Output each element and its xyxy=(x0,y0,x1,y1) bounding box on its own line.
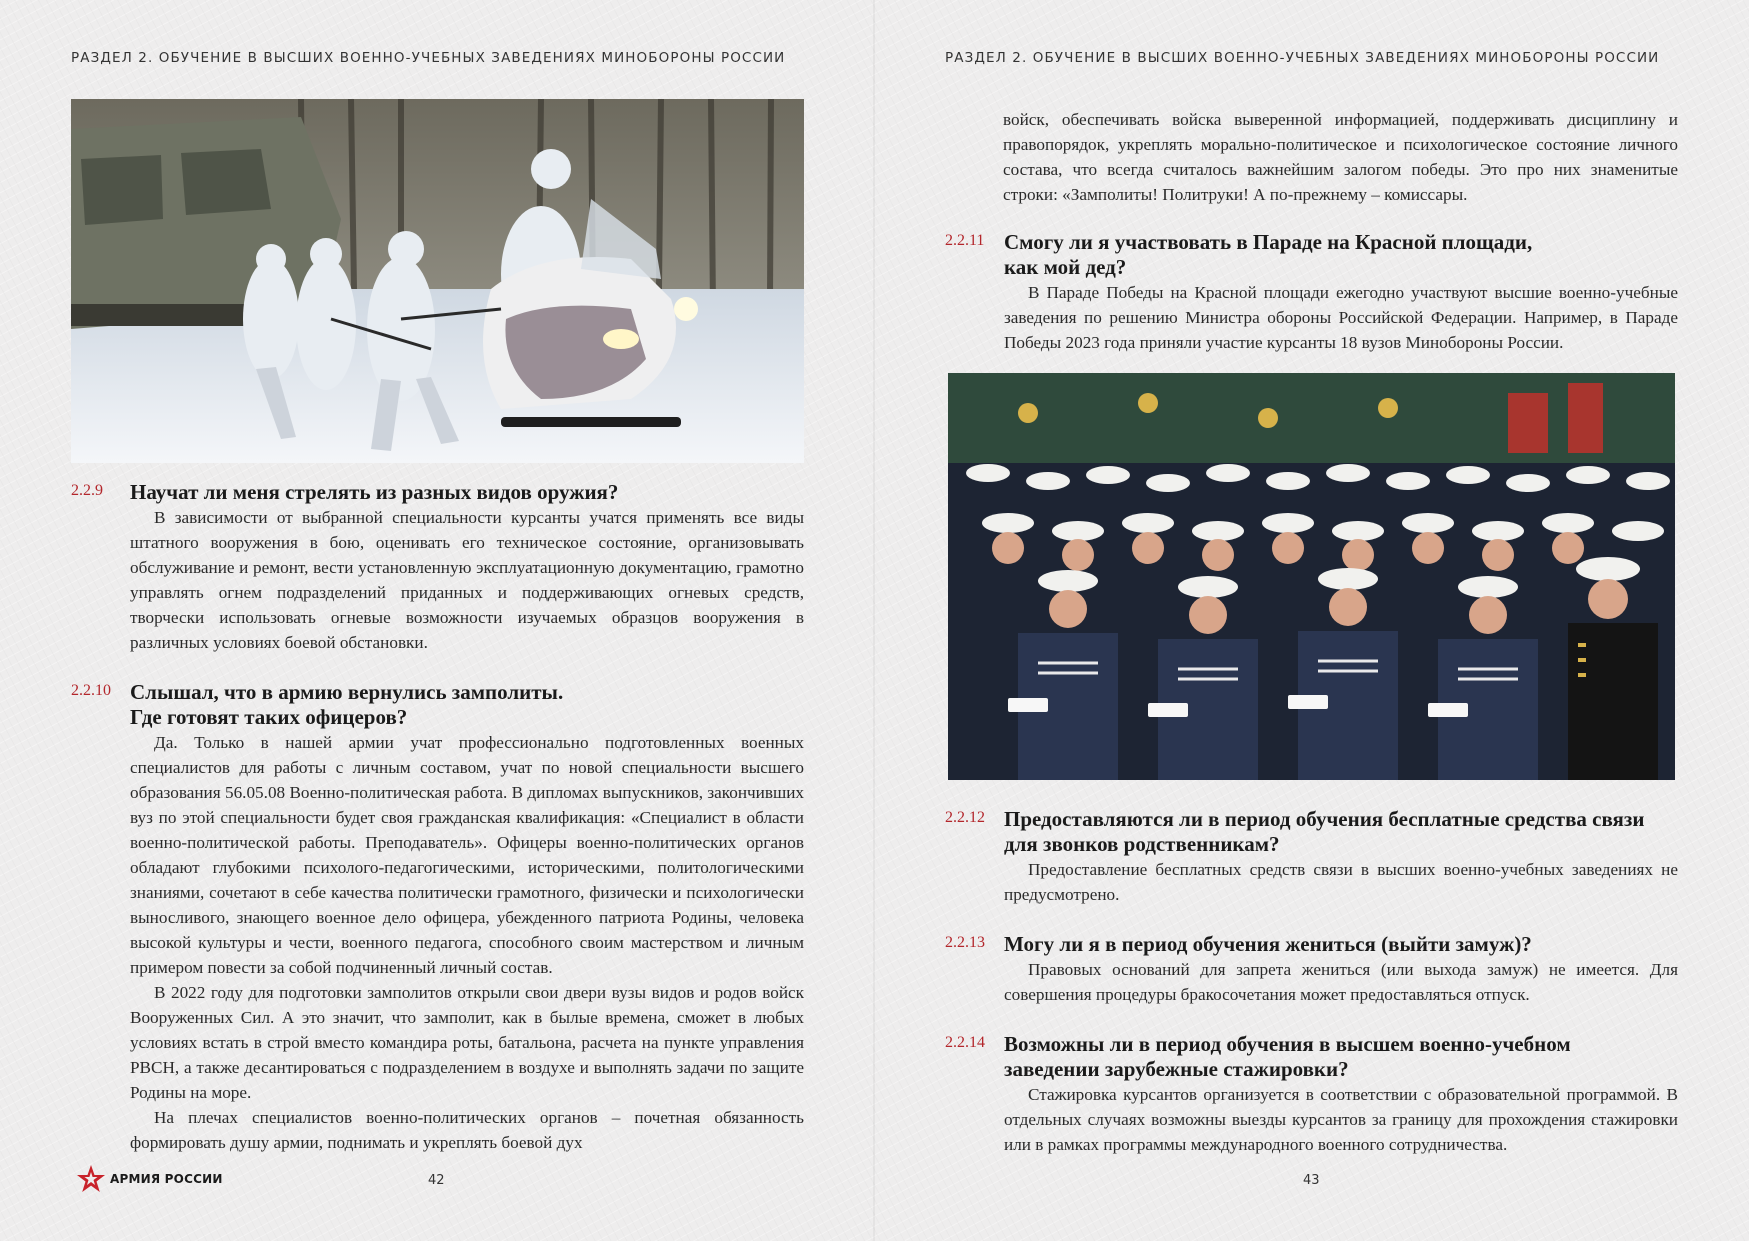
logo-army-russia xyxy=(76,1164,223,1194)
paragraph: Предоставление бесплатных средств связи в высших военно-учебных заведениях не предусмотрено. xyxy=(1004,860,1678,904)
section-number: 2.2.10 xyxy=(71,682,111,699)
paragraph: В зависимости от выбранной специальности курсанты учатся применять все виды штатного вооружения в бою, оценивать его техническое состояние, организовывать обслуживание и ремонт, вести установленную эксплуатационную документацию, грамотно управлять огнем подразделений приданных и поддерживающих огневых средств, творчески использовать огневые возможности изучаемых образцов вооружения в различных условиях боевой обстановки. xyxy=(130,508,804,652)
section-2-2-13 xyxy=(945,932,1678,1007)
section-2-2-11 xyxy=(945,230,1678,355)
paragraph: войск, обеспечивать войска выверенной информацией, поддерживать дисциплину и правопорядок, укреплять морально-политическое и психологическое состояние личного состава, что всегда считалось важнейшим залогом победы. Это про них знаменитые строки: «Замполиты! Политруки! А по-прежнему – комиссары. xyxy=(1003,110,1678,204)
running-head: РАЗДЕЛ 2. ОБУЧЕНИЕ В ВЫСШИХ ВОЕННО-УЧЕБНЫХ ЗАВЕДЕНИЯХ МИНОБОРОНЫ РОССИИ xyxy=(71,50,786,66)
page-number: 42 xyxy=(428,1173,445,1188)
section-2-2-12 xyxy=(945,807,1678,907)
star-icon xyxy=(76,1164,106,1194)
photo-snowmobile-soldiers xyxy=(71,99,804,463)
page-number: 43 xyxy=(1303,1173,1320,1188)
section-title: Могу ли я в период обучения жениться (выйти замуж)? xyxy=(1004,932,1532,956)
section-title: Возможны ли в период обучения в высшем военно-учебном заведении зарубежные стажировки? xyxy=(1004,1032,1571,1081)
section-title: Научат ли меня стрелять из разных видов оружия? xyxy=(130,480,619,504)
section-title: Смогу ли я участвовать в Параде на Красной площади, как мой дед? xyxy=(1004,230,1533,279)
photo-victory-parade xyxy=(948,373,1675,780)
continuation-text xyxy=(1003,107,1678,207)
paragraph: Правовых оснований для запрета жениться (или выхода замуж) не имеется. Для совершения процедуры бракосочетания может предоставляться отпуск. xyxy=(1004,960,1678,1004)
paragraph: На плечах специалистов военно-политических органов – почетная обязанность формировать душу армии, поднимать и укреплять боевой дух xyxy=(130,1108,804,1152)
section-number: 2.2.12 xyxy=(945,809,985,826)
paragraph: Да. Только в нашей армии учат профессионально подготовленных военных специалистов для работы с личным составом, учат по новой специальности высшего образования 56.05.08 Военно-политическая работа. В дипломах выпускников, закончивших вуз по этой специальности будет своя гражданская квалификация: «Специалист в области военно-политической работы. Преподаватель». Офицеры военно-политических органов обладают глубокими психолого-педагогическими, историческими, политологическими знаниями, сочетают в себе качества политически грамотного, физически и психологически выносливого, знающего военное дело офицера, убежденного патриота Родины, человека высокой культуры и чести, военного педагога, способного своим мастерством и личным примером повести за собой подчиненный личный состав. xyxy=(130,733,804,977)
right-page xyxy=(875,0,1749,1241)
section-number: 2.2.11 xyxy=(945,232,985,249)
running-head: РАЗДЕЛ 2. ОБУЧЕНИЕ В ВЫСШИХ ВОЕННО-УЧЕБНЫХ ЗАВЕДЕНИЯХ МИНОБОРОНЫ РОССИИ xyxy=(945,50,1660,66)
paragraph: В Параде Победы на Красной площади ежегодно участвуют высшие военно-учебные заведения по решению Министра обороны Российской Федерации. Например, в Параде Победы 2023 года приняли участие курсанты 18 вузов Минобороны России. xyxy=(1004,283,1678,352)
section-number: 2.2.9 xyxy=(71,482,103,499)
left-page xyxy=(0,0,874,1241)
section-number: 2.2.13 xyxy=(945,934,985,951)
section-2-2-10 xyxy=(71,680,804,1155)
section-number: 2.2.14 xyxy=(945,1034,985,1051)
section-title: Предоставляются ли в период обучения бесплатные средства связи для звонков родственникам? xyxy=(1004,807,1645,856)
section-title: Слышал, что в армию вернулись замполиты. Где готовят таких офицеров? xyxy=(130,680,564,729)
paragraph: Стажировка курсантов организуется в соответствии с образовательной программой. В отдельных случаях возможны выезды курсантов за границу для прохождения стажировки или в рамках программы международного военного сотрудничества. xyxy=(1004,1085,1678,1154)
section-2-2-9 xyxy=(71,480,804,655)
section-2-2-14 xyxy=(945,1032,1678,1157)
logo-text: АРМИЯ РОССИИ xyxy=(110,1172,223,1186)
paragraph: В 2022 году для подготовки замполитов открыли свои двери вузы видов и родов войск Вооруженных Сил. А это значит, что замполит, как в былые времена, сможет в любых условиях встать в строй вместо командира роты, батальона, расчета на пункте управления РВСН, а также десантироваться с подразделением в воздухе и выполнять задачи по защите Родины на море. xyxy=(130,983,804,1102)
